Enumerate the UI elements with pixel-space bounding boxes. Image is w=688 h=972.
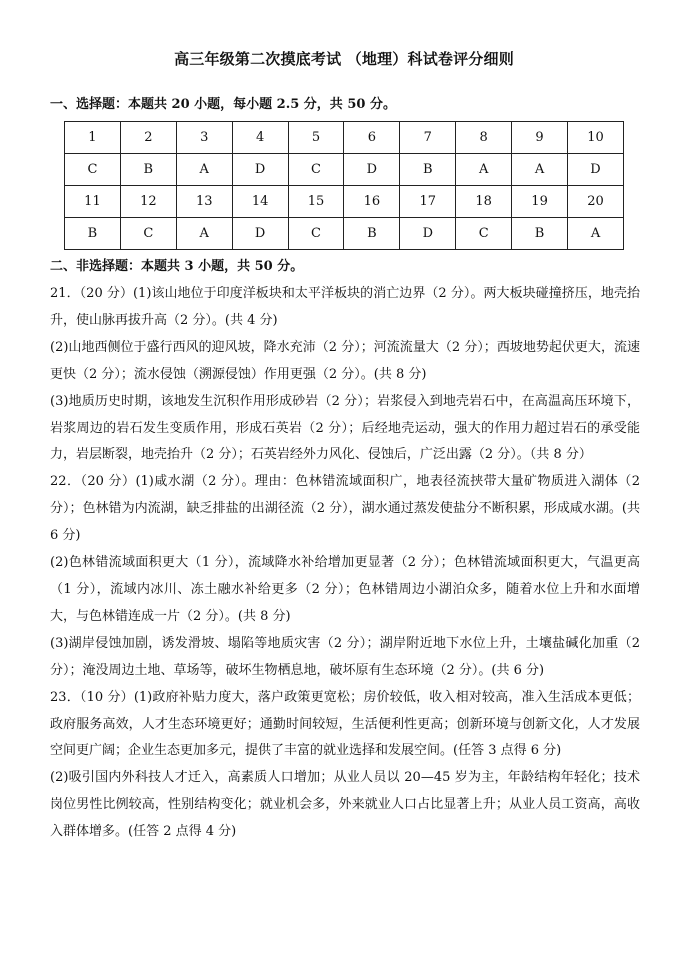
- table-row-numbers-2: [65, 186, 624, 218]
- answer-cell: D: [400, 218, 456, 250]
- answer-cell: C: [65, 154, 121, 186]
- question-number: 11: [65, 186, 121, 218]
- question-number: 5: [288, 122, 344, 154]
- answer-cell: B: [344, 218, 400, 250]
- answer-cell: C: [456, 218, 512, 250]
- answer-cell: B: [400, 154, 456, 186]
- answer-cell: C: [288, 218, 344, 250]
- answer-cell: A: [456, 154, 512, 186]
- question-number: 4: [232, 122, 288, 154]
- rubric-paragraph-q22-1: 22．（20 分）(1)咸水湖（2 分）。理由：色林错流域面积广，地表径流挟带大量矿物质进入湖体（2 分）；色林错为内流湖，缺乏排盐的出湖径流（2 分），湖水通过蒸发使盐分不断积累，形成咸水湖。(共 6 分): [50, 474, 640, 544]
- question-number: 1: [65, 122, 121, 154]
- answer-cell: D: [344, 154, 400, 186]
- answer-key-table: [64, 121, 624, 250]
- question-number: 12: [120, 186, 176, 218]
- question-number: 6: [344, 122, 400, 154]
- rubric-paragraph-q22-2: (2)色林错流域面积更大（1 分），流域降水补给增加更显著（2 分）；色林错流域面积更大，气温更高（1 分），流域内冰川、冻土融水补给更多（2 分）；色林错周边小湖泊众多，随着水位上升和水面增大，与色林错连成一片（2 分）。(共 8 分): [50, 555, 640, 624]
- question-number: 19: [512, 186, 568, 218]
- table-row-answers-1: [65, 154, 624, 186]
- question-number: 3: [176, 122, 232, 154]
- question-number: 7: [400, 122, 456, 154]
- question-number: 16: [344, 186, 400, 218]
- rubric-paragraph-q21-2: (2)山地西侧位于盛行西风的迎风坡，降水充沛（2 分）；河流流量大（2 分）；西坡地势起伏更大，流速更快（2 分）；流水侵蚀（溯源侵蚀）作用更强（2 分）。(共 8 分): [50, 339, 640, 382]
- answer-cell: D: [232, 218, 288, 250]
- rubric-paragraph-q21-1: 21．（20 分）(1)该山地位于印度洋板块和太平洋板块的消亡边界（2 分）。两大板块碰撞挤压，地壳抬升，使山脉再拔升高（2 分）。(共 4 分): [50, 286, 640, 328]
- answer-cell: D: [232, 154, 288, 186]
- answer-cell: D: [568, 154, 624, 186]
- question-number: 13: [176, 186, 232, 218]
- question-number: 15: [288, 186, 344, 218]
- page-title: 高三年级第二次摸底考试 （地理）科试卷评分细则: [174, 50, 514, 68]
- rubric-paragraph-q22-3: (3)湖岸侵蚀加剧，诱发滑坡、塌陷等地质灾害（2 分）；湖岸附近地下水位上升，土壤盐碱化加重（2 分）；淹没周边土地、草场等，破坏生物栖息地，破坏原有生态环境（2 分）。(共 6 分): [50, 635, 640, 678]
- answer-cell: A: [568, 218, 624, 250]
- section-heading-free-response: 二、非选择题：本题共 3 小题，共 50 分。: [50, 259, 304, 274]
- question-number: 10: [568, 122, 624, 154]
- question-number: 8: [456, 122, 512, 154]
- rubric-paragraph-q21-3: (3)地质历史时期，该地发生沉积作用形成砂岩（2 分）；岩浆侵入到地壳岩石中，在高温高压环境下，岩浆周边的岩石发生变质作用，形成石英岩（2 分）；后经地壳运动，强大的作用力超过岩石的承受能力，岩层断裂，地壳抬升（2 分）；石英岩经外力风化、侵蚀后，广泛出露（2 分）。（共 8 分）: [50, 393, 640, 463]
- answer-cell: C: [288, 154, 344, 186]
- answer-cell: B: [512, 218, 568, 250]
- rubric-paragraph-q23-2: (2)吸引国内外科技人才迁入，高素质人口增加；从业人员以 20—45 岁为主，年龄结构年轻化；技术岗位男性比例较高，性别结构变化；就业机会多，外来就业人口占比显著上升；从业人员工资高，高收入群体增多。(任答 2 点得 4 分): [50, 770, 640, 840]
- answer-cell: A: [176, 218, 232, 250]
- table-row-numbers-1: [65, 122, 624, 154]
- question-number: 18: [456, 186, 512, 218]
- answer-cell: C: [120, 218, 176, 250]
- answer-cell: B: [120, 154, 176, 186]
- question-number: 2: [120, 122, 176, 154]
- question-number: 20: [568, 186, 624, 218]
- answer-cell: A: [176, 154, 232, 186]
- answer-cell: A: [512, 154, 568, 186]
- table-row-answers-2: [65, 218, 624, 250]
- scoring-rubric-body: [50, 281, 640, 846]
- section-heading-multiple-choice: 一、选择题：本题共 20 小题，每小题 2.5 分，共 50 分。: [50, 97, 396, 112]
- rubric-paragraph-q23-1: 23．（10 分）(1)政府补贴力度大，落户政策更宽松；房价较低，收入相对较高，准入生活成本更低；政府服务高效，人才生态环境更好；通勤时间较短，生活便利性更高；创新环境与创新文化，人才发展空间更广阔；企业生态更加多元，提供了丰富的就业选择和发展空间。(任答 3 点得 6 分): [50, 689, 640, 759]
- question-number: 14: [232, 186, 288, 218]
- question-number: 9: [512, 122, 568, 154]
- question-number: 17: [400, 186, 456, 218]
- answer-cell: B: [65, 218, 121, 250]
